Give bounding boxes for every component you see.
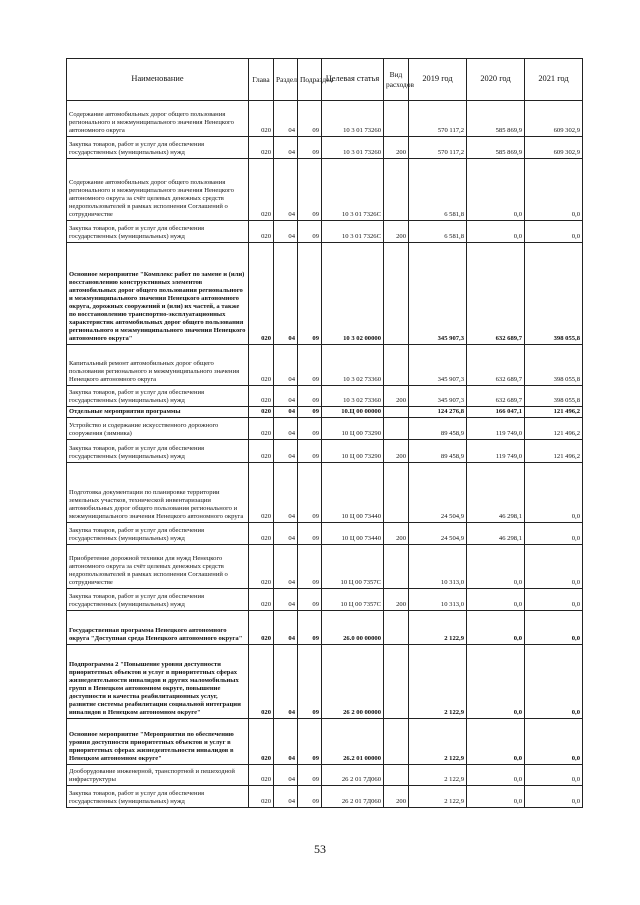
row-statya: 10 Ц 00 7357С	[322, 545, 384, 589]
table-row	[67, 719, 583, 765]
row-2019: 124 276,8	[409, 407, 467, 418]
row-glava: 020	[249, 440, 274, 463]
row-vid: 200	[384, 589, 409, 611]
row-glava: 020	[249, 221, 274, 243]
row-2021: 0,0	[525, 611, 583, 645]
row-podrazdel: 09	[298, 589, 322, 611]
row-2020: 0,0	[467, 221, 525, 243]
row-2019: 345 907,3	[409, 345, 467, 386]
row-podrazdel: 09	[298, 101, 322, 137]
row-name: Приобретение дорожной техники для нужд Ненецкого автономного округа за счёт целевых денежных средств недропользователей в рамках исполнения Соглашений о сотрудничестве	[67, 545, 249, 589]
row-glava: 020	[249, 345, 274, 386]
row-glava: 020	[249, 611, 274, 645]
row-2021: 398 055,8	[525, 386, 583, 407]
row-2021: 121 496,2	[525, 407, 583, 418]
row-name: Закупка товаров, работ и услуг для обеспечения государственных (муниципальных) нужд	[67, 523, 249, 545]
row-razdel: 04	[274, 243, 298, 345]
row-statya: 26 2 01 7Д060	[322, 765, 384, 786]
row-podrazdel: 09	[298, 407, 322, 418]
row-razdel: 04	[274, 545, 298, 589]
header-name: Наименование	[67, 59, 249, 101]
row-glava: 020	[249, 786, 274, 808]
row-podrazdel: 09	[298, 611, 322, 645]
row-razdel: 04	[274, 523, 298, 545]
row-podrazdel: 09	[298, 645, 322, 719]
row-2019: 2 122,9	[409, 786, 467, 808]
row-vid	[384, 463, 409, 523]
row-2021: 0,0	[525, 159, 583, 221]
row-statya: 26 2 01 7Д060	[322, 786, 384, 808]
header-2019: 2019 год	[409, 59, 467, 101]
row-statya: 26.2 01 00000	[322, 719, 384, 765]
row-razdel: 04	[274, 440, 298, 463]
row-2019: 2 122,9	[409, 765, 467, 786]
row-2019: 89 458,9	[409, 418, 467, 440]
row-2020: 0,0	[467, 645, 525, 719]
row-2019: 345 907,3	[409, 243, 467, 345]
row-2020: 0,0	[467, 611, 525, 645]
table-row	[67, 440, 583, 463]
row-2020: 0,0	[467, 545, 525, 589]
row-razdel: 04	[274, 719, 298, 765]
row-razdel: 04	[274, 386, 298, 407]
page-number: 53	[314, 842, 326, 856]
header-2021: 2021 год	[525, 59, 583, 101]
row-2021: 609 302,9	[525, 137, 583, 159]
row-2020: 0,0	[467, 589, 525, 611]
row-razdel: 04	[274, 645, 298, 719]
row-name: Закупка товаров, работ и услуг для обеспечения государственных (муниципальных) нужд	[67, 137, 249, 159]
row-glava: 020	[249, 589, 274, 611]
row-2021: 0,0	[525, 463, 583, 523]
row-2021: 0,0	[525, 719, 583, 765]
row-statya: 10 3 01 73260	[322, 137, 384, 159]
row-2019: 10 313,0	[409, 545, 467, 589]
header-glava: Глава	[249, 59, 274, 101]
row-razdel: 04	[274, 101, 298, 137]
table-row	[67, 101, 583, 137]
table-row	[67, 418, 583, 440]
row-2021: 398 055,8	[525, 243, 583, 345]
row-glava: 020	[249, 545, 274, 589]
table-row	[67, 345, 583, 386]
row-statya: 10 Ц 00 7357С	[322, 589, 384, 611]
budget-table	[66, 58, 583, 808]
row-vid	[384, 719, 409, 765]
row-2020: 0,0	[467, 159, 525, 221]
row-name: Содержание автомобильных дорог общего пользования регионального и межмуниципального значения Ненецкого автономного округа	[67, 101, 249, 137]
row-podrazdel: 09	[298, 545, 322, 589]
row-name: Отдельные мероприятия программы	[67, 407, 249, 418]
row-podrazdel: 09	[298, 523, 322, 545]
row-2019: 10 313,0	[409, 589, 467, 611]
row-statya: 10 Ц 00 73440	[322, 463, 384, 523]
row-statya: 10 Ц 00 73290	[322, 418, 384, 440]
row-podrazdel: 09	[298, 137, 322, 159]
budget-table-sheet	[66, 58, 582, 808]
table-row	[67, 221, 583, 243]
row-2021: 0,0	[525, 765, 583, 786]
row-statya: 10 3 01 7326С	[322, 159, 384, 221]
row-name: Основное мероприятие "Комплекс работ по замене и (или) восстановлению конструктивных элементов автомобильных дорог общего пользования регионального и межмуниципального значения Ненецкого автономного округа, дорожных сооружений и (или) их частей, а также по восстановлению транспортно-эксплуатационных характеристик автомобильных дорог общего пользования регионального и межмуниципального значения Ненецкого автономного округа"	[67, 243, 249, 345]
row-statya: 26.0 00 00000	[322, 611, 384, 645]
row-statya: 10 Ц 00 73290	[322, 440, 384, 463]
row-vid	[384, 101, 409, 137]
row-2021: 0,0	[525, 545, 583, 589]
table-row	[67, 523, 583, 545]
row-statya: 10 Ц 00 73440	[322, 523, 384, 545]
row-name: Основное мероприятие "Мероприятия по обеспечению уровня доступности приоритетных объектов и услуг в приоритетных сферах жизнедеятельности инвалидов в Ненецком автономном округе"	[67, 719, 249, 765]
row-2019: 570 117,2	[409, 101, 467, 137]
row-2021: 0,0	[525, 589, 583, 611]
row-razdel: 04	[274, 418, 298, 440]
row-name: Дооборудование инженерной, транспортной и пешеходной инфраструктуры	[67, 765, 249, 786]
row-podrazdel: 09	[298, 418, 322, 440]
row-podrazdel: 09	[298, 243, 322, 345]
row-2021: 0,0	[525, 523, 583, 545]
row-2019: 6 581,8	[409, 159, 467, 221]
row-name: Подпрограмма 2 "Повышение уровня доступности приоритетных объектов и услуг в приоритетных сферах жизнедеятельности инвалидов и других маломобильных групп в Ненецком автономном округе, повышение доступности и качества реабилитационных услуг, развитие системы реабилитации социальной интеграции инвалидов в Ненецком автономном округе"	[67, 645, 249, 719]
table-row	[67, 463, 583, 523]
table-row	[67, 545, 583, 589]
row-2020: 166 047,1	[467, 407, 525, 418]
row-2021: 0,0	[525, 786, 583, 808]
row-glava: 020	[249, 719, 274, 765]
row-name: Государственная программа Ненецкого автономного округа "Доступная среда Ненецкого автономного округа"	[67, 611, 249, 645]
row-2020: 632 689,7	[467, 386, 525, 407]
row-name: Закупка товаров, работ и услуг для обеспечения государственных (муниципальных) нужд	[67, 386, 249, 407]
row-podrazdel: 09	[298, 159, 322, 221]
row-statya: 10 3 02 73360	[322, 386, 384, 407]
header-vid: Вид расходов	[384, 59, 409, 101]
table-row	[67, 645, 583, 719]
table-row	[67, 611, 583, 645]
row-podrazdel: 09	[298, 386, 322, 407]
row-glava: 020	[249, 159, 274, 221]
row-razdel: 04	[274, 159, 298, 221]
row-2019: 2 122,9	[409, 611, 467, 645]
row-vid: 200	[384, 440, 409, 463]
header-statya: Целевая статья	[322, 59, 384, 101]
row-razdel: 04	[274, 221, 298, 243]
row-2021: 0,0	[525, 221, 583, 243]
row-glava: 020	[249, 463, 274, 523]
row-2019: 24 504,9	[409, 463, 467, 523]
row-podrazdel: 09	[298, 786, 322, 808]
row-vid: 200	[384, 523, 409, 545]
row-glava: 020	[249, 407, 274, 418]
row-name: Закупка товаров, работ и услуг для обеспечения государственных (муниципальных) нужд	[67, 786, 249, 808]
row-2019: 6 581,8	[409, 221, 467, 243]
row-statya: 10 3 02 00000	[322, 243, 384, 345]
row-2020: 119 749,0	[467, 418, 525, 440]
row-podrazdel: 09	[298, 345, 322, 386]
row-vid	[384, 243, 409, 345]
row-glava: 020	[249, 243, 274, 345]
row-podrazdel: 09	[298, 463, 322, 523]
row-podrazdel: 09	[298, 765, 322, 786]
row-glava: 020	[249, 765, 274, 786]
row-2019: 89 458,9	[409, 440, 467, 463]
row-2020: 585 869,9	[467, 137, 525, 159]
row-razdel: 04	[274, 786, 298, 808]
row-vid	[384, 159, 409, 221]
row-vid: 200	[384, 386, 409, 407]
row-2021: 0,0	[525, 645, 583, 719]
row-glava: 020	[249, 418, 274, 440]
row-2021: 121 496,2	[525, 440, 583, 463]
row-2019: 2 122,9	[409, 719, 467, 765]
row-2020: 46 298,1	[467, 463, 525, 523]
row-glava: 020	[249, 101, 274, 137]
row-statya: 10 3 01 7326С	[322, 221, 384, 243]
table-row	[67, 159, 583, 221]
row-2019: 2 122,9	[409, 645, 467, 719]
row-statya: 10 3 02 73360	[322, 345, 384, 386]
table-row	[67, 786, 583, 808]
row-2019: 24 504,9	[409, 523, 467, 545]
row-vid	[384, 611, 409, 645]
row-razdel: 04	[274, 765, 298, 786]
row-razdel: 04	[274, 611, 298, 645]
row-2020: 632 689,7	[467, 345, 525, 386]
row-name: Содержание автомобильных дорог общего пользования регионального и межмуниципального значения Ненецкого автономного округа за счёт целевых денежных средств недропользователей в рамках исполнения Соглашений о сотрудничестве	[67, 159, 249, 221]
row-2020: 0,0	[467, 719, 525, 765]
row-razdel: 04	[274, 589, 298, 611]
row-2021: 121 496,2	[525, 418, 583, 440]
row-vid	[384, 765, 409, 786]
row-razdel: 04	[274, 463, 298, 523]
row-vid	[384, 645, 409, 719]
row-statya: 10 3 01 73260	[322, 101, 384, 137]
row-glava: 020	[249, 523, 274, 545]
row-glava: 020	[249, 386, 274, 407]
row-razdel: 04	[274, 137, 298, 159]
row-2020: 632 689,7	[467, 243, 525, 345]
table-row	[67, 386, 583, 407]
row-2019: 570 117,2	[409, 137, 467, 159]
row-vid	[384, 407, 409, 418]
row-vid	[384, 545, 409, 589]
row-razdel: 04	[274, 407, 298, 418]
row-podrazdel: 09	[298, 221, 322, 243]
row-name: Закупка товаров, работ и услуг для обеспечения государственных (муниципальных) нужд	[67, 440, 249, 463]
row-podrazdel: 09	[298, 440, 322, 463]
row-2020: 0,0	[467, 765, 525, 786]
row-2020: 46 298,1	[467, 523, 525, 545]
row-razdel: 04	[274, 345, 298, 386]
row-name: Закупка товаров, работ и услуг для обеспечения государственных (муниципальных) нужд	[67, 221, 249, 243]
row-glava: 020	[249, 137, 274, 159]
table-row	[67, 243, 583, 345]
row-2020: 585 869,9	[467, 101, 525, 137]
table-row	[67, 407, 583, 418]
row-2019: 345 907,3	[409, 386, 467, 407]
row-2020: 119 749,0	[467, 440, 525, 463]
header-2020: 2020 год	[467, 59, 525, 101]
row-statya: 26 2 00 00000	[322, 645, 384, 719]
row-vid	[384, 345, 409, 386]
row-2021: 609 302,9	[525, 101, 583, 137]
row-2021: 398 055,8	[525, 345, 583, 386]
table-header-row	[67, 59, 583, 101]
header-razdel: Раздел	[274, 59, 298, 101]
row-name: Закупка товаров, работ и услуг для обеспечения государственных (муниципальных) нужд	[67, 589, 249, 611]
row-name: Устройство и содержание искусственного дорожного сооружения (зимника)	[67, 418, 249, 440]
row-vid: 200	[384, 137, 409, 159]
row-vid: 200	[384, 786, 409, 808]
table-row	[67, 137, 583, 159]
row-name: Подготовка документации по планировке территории земельных участков, технической инвентаризации автомобильных дорог общего пользования регионального и межмуниципального значения Ненецкого автономного округа	[67, 463, 249, 523]
table-row	[67, 765, 583, 786]
row-vid	[384, 418, 409, 440]
row-statya: 10.Ц 00 00000	[322, 407, 384, 418]
row-name: Капитальный ремонт автомобильных дорог общего пользования регионального и межмуниципального значения Ненецкого автономного округа	[67, 345, 249, 386]
row-glava: 020	[249, 645, 274, 719]
row-vid: 200	[384, 221, 409, 243]
table-row	[67, 589, 583, 611]
header-podrazdel: Подраздел	[298, 59, 322, 101]
row-podrazdel: 09	[298, 719, 322, 765]
table-body	[67, 101, 583, 808]
row-2020: 0,0	[467, 786, 525, 808]
